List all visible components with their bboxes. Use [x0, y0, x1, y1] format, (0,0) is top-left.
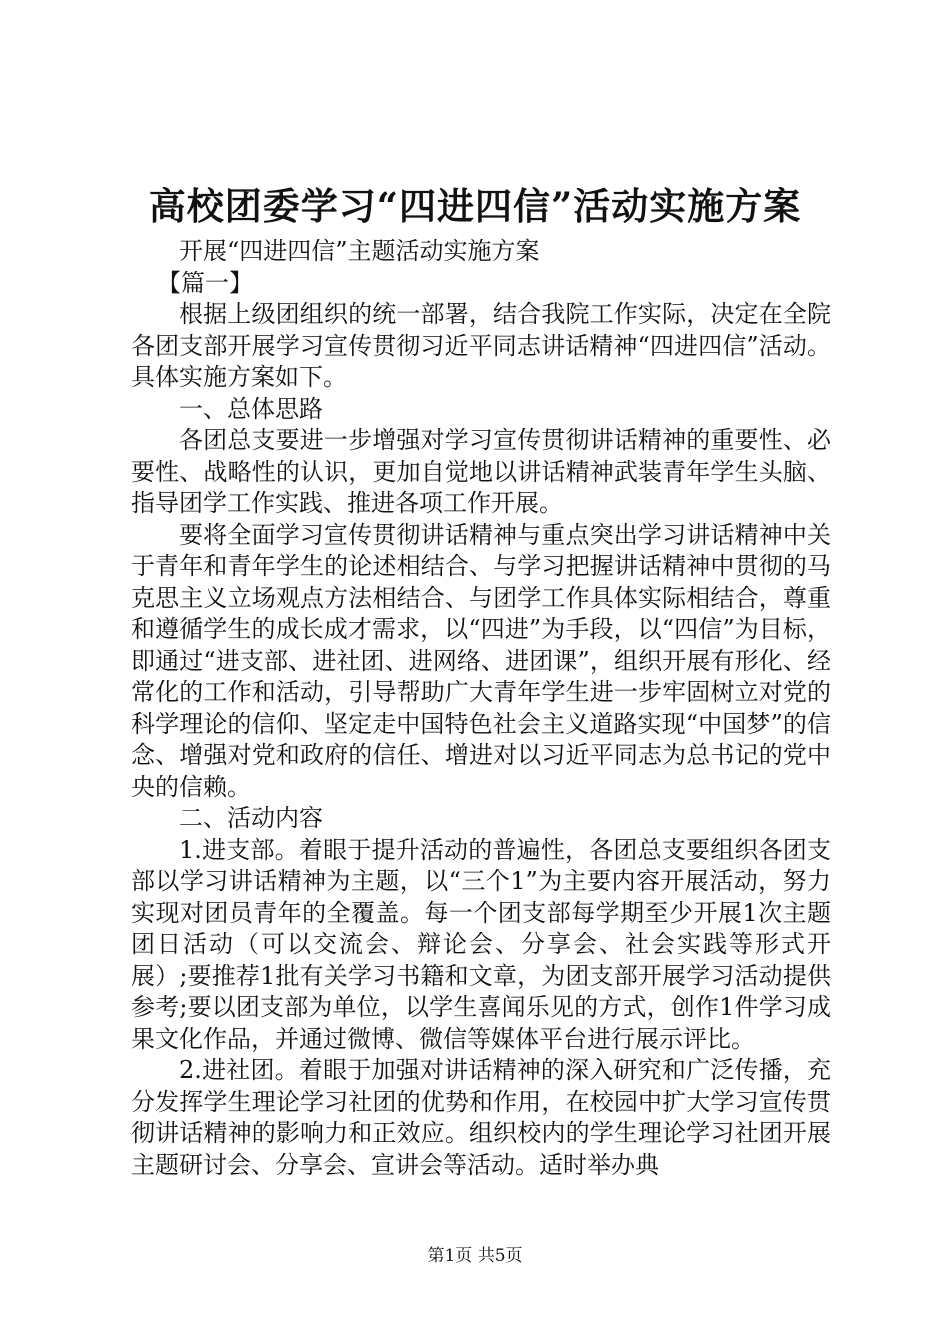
- document-subtitle: 开展“四进四信”主题活动实施方案: [179, 237, 540, 265]
- paragraph-overall-1: 各团总支要进一步增强对学习宣传贯彻讲话精神的重要性、必要性、战略性的认识，更加自觉地以讲话精神武装青年学生头脑、指导团学工作实践、推进各项工作开展。: [131, 426, 831, 517]
- document-title: 高校团委学习“四进四信”活动实施方案: [148, 184, 802, 228]
- document-body: [131, 236, 831, 1181]
- section-heading-activity-content: 二、活动内容: [179, 804, 323, 832]
- paragraph-item-2: 2.进社团。着眼于加强对讲话精神的深入研究和广泛传播，充分发挥学生理论学习社团的优势和作用，在校园中扩大学习宣传贯彻讲话精神的影响力和正效应。组织校内的学生理论学习社团开展主题研讨会、分享会、宣讲会等活动。适时举办典: [131, 1056, 831, 1179]
- page-footer: 第1页 共5页: [427, 1246, 523, 1266]
- paragraph-intro: 根据上级团组织的统一部署，结合我院工作实际，决定在全院各团支部开展学习宣传贯彻习近平同志讲话精神“四进四信”活动。具体实施方案如下。: [131, 300, 831, 391]
- paragraph-overall-2: 要将全面学习宣传贯彻讲话精神与重点突出学习讲话精神中关于青年和青年学生的论述相结合、与学习把握讲话精神中贯彻的马克思主义立场观点方法相结合、与团学工作具体实际相结合，尊重和遵循学生的成长成才需求，以“四进”为手段，以“四信”为目标，即通过“进支部、进社团、进网络、进团课”，组织开展有形化、经常化的工作和活动，引导帮助广大青年学生进一步牢固树立对党的科学理论的信仰、坚定走中国特色社会主义道路实现“中国梦”的信念、增强对党和政府的信任、增进对以习近平同志为总书记的党中央的信赖。: [131, 520, 831, 801]
- paragraph-item-1: 1.进支部。着眼于提升活动的普遍性，各团总支要组织各团支部以学习讲话精神为主题，以“三个1”为主要内容开展活动，努力实现对团员青年的全覆盖。每一个团支部每学期至少开展1次主题团日活动（可以交流会、辩论会、分享会、社会实践等形式开展）;要推荐1批有关学习书籍和文章，为团支部开展学习活动提供参考;要以团支部为单位，以学生喜闻乐见的方式，创作1件学习成果文化作品，并通过微博、微信等媒体平台进行展示评比。: [131, 835, 831, 1053]
- section-marker: 【篇一】: [157, 268, 253, 297]
- section-heading-overall-approach: 一、总体思路: [179, 394, 323, 423]
